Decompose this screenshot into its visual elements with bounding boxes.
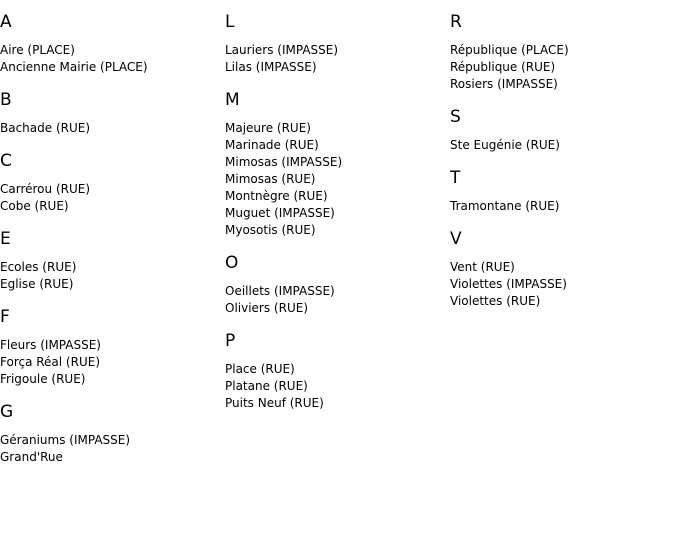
- letter-heading: B: [0, 90, 12, 110]
- letter-group-t: [450, 167, 675, 215]
- street-list: [225, 42, 450, 76]
- street-item[interactable]: [0, 354, 225, 371]
- street-list: [0, 42, 225, 76]
- street-link[interactable]: Rosiers (IMPASSE): [450, 77, 558, 91]
- street-link[interactable]: Eglise (RUE): [0, 277, 74, 291]
- street-item[interactable]: [0, 276, 225, 293]
- street-link[interactable]: Grand'Rue: [0, 450, 63, 464]
- letter-group-r: [450, 11, 675, 93]
- letter-heading: P: [225, 331, 236, 351]
- street-item[interactable]: [0, 449, 225, 466]
- letter-group-e: [0, 228, 225, 293]
- street-item[interactable]: [225, 300, 450, 317]
- street-link[interactable]: Cobe (RUE): [0, 199, 69, 213]
- street-item[interactable]: [225, 395, 450, 412]
- street-item[interactable]: [450, 276, 675, 293]
- street-link[interactable]: Fleurs (IMPASSE): [0, 338, 101, 352]
- street-link[interactable]: Vent (RUE): [450, 260, 515, 274]
- street-list: [225, 283, 450, 317]
- index-column-2: [225, 11, 450, 479]
- street-item[interactable]: [0, 259, 225, 276]
- letter-group-o: [225, 252, 450, 317]
- street-list: [0, 181, 225, 215]
- letter-heading: S: [450, 107, 461, 127]
- letter-group-m: [225, 89, 450, 239]
- letter-heading: C: [0, 151, 12, 171]
- index-column-1: [0, 11, 225, 479]
- street-link[interactable]: Lauriers (IMPASSE): [225, 43, 339, 57]
- street-link[interactable]: Bachade (RUE): [0, 121, 91, 135]
- letter-heading: F: [0, 307, 10, 327]
- street-list: [450, 137, 675, 154]
- street-link[interactable]: Muguet (IMPASSE): [225, 206, 335, 220]
- letter-group-v: [450, 228, 675, 310]
- street-link[interactable]: Aire (PLACE): [0, 43, 75, 57]
- street-link[interactable]: Ste Eugénie (RUE): [450, 138, 560, 152]
- letter-group-s: [450, 106, 675, 154]
- street-link[interactable]: Tramontane (RUE): [450, 199, 560, 213]
- letter-heading: L: [225, 12, 235, 32]
- street-item[interactable]: [225, 361, 450, 378]
- street-link[interactable]: Mimosas (IMPASSE): [225, 155, 343, 169]
- street-item[interactable]: [0, 59, 225, 76]
- street-link[interactable]: Violettes (RUE): [450, 294, 541, 308]
- street-link[interactable]: Oeillets (IMPASSE): [225, 284, 335, 298]
- street-item[interactable]: [450, 59, 675, 76]
- letter-heading: G: [0, 402, 14, 422]
- street-item[interactable]: [0, 42, 225, 59]
- street-item[interactable]: [450, 198, 675, 215]
- letter-group-f: [0, 306, 225, 388]
- street-link[interactable]: Majeure (RUE): [225, 121, 311, 135]
- street-link[interactable]: Marinade (RUE): [225, 138, 319, 152]
- street-item[interactable]: [225, 137, 450, 154]
- street-list: [225, 120, 450, 239]
- street-link[interactable]: République (PLACE): [450, 43, 569, 57]
- letter-heading: E: [0, 229, 11, 249]
- street-list: [0, 337, 225, 388]
- street-link[interactable]: Frigoule (RUE): [0, 372, 86, 386]
- street-item[interactable]: [450, 137, 675, 154]
- street-link[interactable]: Força Réal (RUE): [0, 355, 101, 369]
- street-link[interactable]: Lilas (IMPASSE): [225, 60, 317, 74]
- street-item[interactable]: [450, 76, 675, 93]
- letter-group-p: [225, 330, 450, 412]
- street-link[interactable]: Place (RUE): [225, 362, 295, 376]
- street-link[interactable]: Mimosas (RUE): [225, 172, 316, 186]
- street-link[interactable]: Géraniums (IMPASSE): [0, 433, 131, 447]
- street-link[interactable]: Violettes (IMPASSE): [450, 277, 567, 291]
- letter-heading: O: [225, 253, 239, 273]
- letter-group-c: [0, 150, 225, 215]
- street-link[interactable]: Oliviers (RUE): [225, 301, 308, 315]
- letter-group-b: [0, 89, 225, 137]
- street-item[interactable]: [0, 198, 225, 215]
- letter-heading: M: [225, 90, 240, 110]
- street-item[interactable]: [225, 154, 450, 171]
- street-link[interactable]: Montnègre (RUE): [225, 189, 328, 203]
- letter-heading: T: [450, 168, 461, 188]
- letter-group-l: [225, 11, 450, 76]
- street-list: [0, 120, 225, 137]
- street-item[interactable]: [450, 293, 675, 310]
- letter-heading: V: [450, 229, 462, 249]
- street-item[interactable]: [225, 283, 450, 300]
- street-item[interactable]: [0, 120, 225, 137]
- letter-heading: A: [0, 12, 12, 32]
- street-link[interactable]: Platane (RUE): [225, 379, 308, 393]
- street-item[interactable]: [450, 42, 675, 59]
- street-item[interactable]: [225, 42, 450, 59]
- street-item[interactable]: [225, 59, 450, 76]
- street-list: [0, 259, 225, 293]
- street-list: [450, 198, 675, 215]
- street-item[interactable]: [0, 181, 225, 198]
- street-item[interactable]: [0, 432, 225, 449]
- street-item[interactable]: [450, 259, 675, 276]
- street-item[interactable]: [0, 371, 225, 388]
- street-item[interactable]: [225, 120, 450, 137]
- street-link[interactable]: Ecoles (RUE): [0, 260, 77, 274]
- street-link[interactable]: Puits Neuf (RUE): [225, 396, 324, 410]
- letter-group-g: [0, 401, 225, 466]
- letter-group-a: [0, 11, 225, 76]
- street-list: [450, 259, 675, 310]
- street-link[interactable]: Ancienne Mairie (PLACE): [0, 60, 148, 74]
- street-item[interactable]: [0, 337, 225, 354]
- street-list: [225, 361, 450, 412]
- street-link[interactable]: République (RUE): [450, 60, 556, 74]
- street-item[interactable]: [225, 188, 450, 205]
- street-list: [450, 42, 675, 93]
- street-item[interactable]: [225, 171, 450, 188]
- letter-heading: R: [450, 12, 462, 32]
- index-column-3: [450, 11, 675, 479]
- street-item[interactable]: [225, 222, 450, 239]
- street-link[interactable]: Myosotis (RUE): [225, 223, 316, 237]
- street-item[interactable]: [225, 378, 450, 395]
- street-list: [0, 432, 225, 466]
- street-link[interactable]: Carrérou (RUE): [0, 182, 91, 196]
- street-item[interactable]: [225, 205, 450, 222]
